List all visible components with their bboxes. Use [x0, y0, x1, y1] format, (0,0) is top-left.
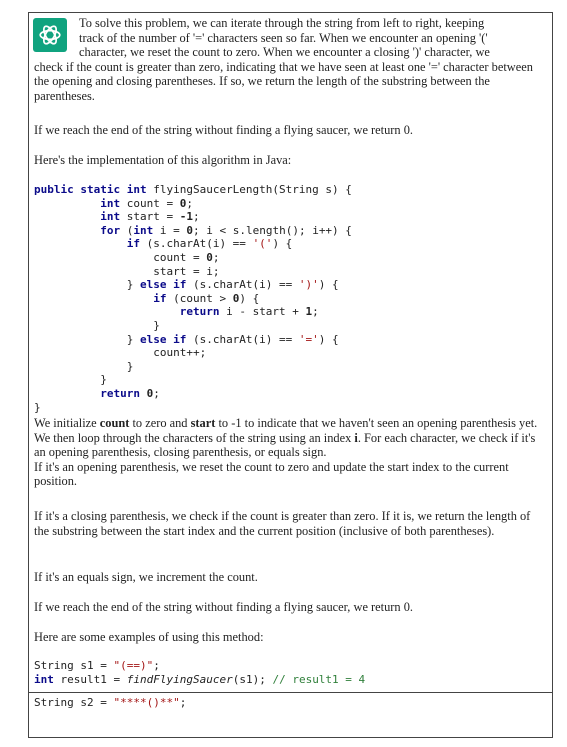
- code-token: if: [126, 237, 140, 251]
- code-token: 1: [305, 305, 313, 319]
- code-token: start =: [120, 210, 180, 224]
- code-token: 0: [186, 223, 193, 237]
- code-token: ) {: [318, 332, 339, 346]
- code-token: (count >: [166, 291, 233, 305]
- code-token: ) {: [318, 278, 339, 292]
- code-token: ;: [312, 305, 319, 319]
- response-panel: [28, 12, 553, 738]
- code-token: i - start +: [219, 305, 306, 319]
- code-token: }: [34, 400, 41, 414]
- explain-bold-start: start: [190, 416, 216, 430]
- code-token: ;: [153, 386, 160, 400]
- code-token: 0: [232, 291, 240, 305]
- intro-paragraph: [34, 16, 544, 104]
- code-token: (s.charAt(i) ==: [186, 278, 299, 292]
- code-token: result1 =: [53, 672, 127, 686]
- code-token: ) {: [239, 291, 260, 305]
- code-token: int: [100, 196, 121, 210]
- code-token: // result1 = 4: [272, 672, 366, 686]
- code-token: (s.charAt(i) ==: [139, 237, 253, 251]
- code-token: String s2 =: [34, 696, 114, 709]
- code-token: return: [100, 386, 140, 400]
- code-token: count++;: [153, 346, 207, 360]
- explain-text: to zero and: [129, 416, 191, 430]
- code-token: "(==)": [113, 659, 154, 672]
- code-token: 0: [139, 386, 154, 400]
- code-token: count =: [153, 250, 207, 264]
- code-token: else if: [139, 332, 187, 346]
- implementation-paragraph: Here's the implementation of this algorithm in Java:: [34, 153, 292, 167]
- explanation-paragraph: [34, 416, 544, 489]
- explain-opening-paren: If it's an opening parenthesis, we reset the count to zero and update the start index to the current position.: [34, 459, 509, 489]
- intro-rest: check if the count is greater than zero, indicating that we have seen at least one '=' character between the opening and closing parentheses. If so, we return the length of the substring between the parentheses.: [34, 59, 533, 103]
- code-token: }: [126, 332, 140, 346]
- explain-text: to -1 to indicate that we haven't seen an opening parenthesis yet. We then loop through the characters of the string using an index: [34, 416, 538, 445]
- explain-bold-i: i: [354, 430, 358, 445]
- explain-text: We initialize: [34, 416, 100, 430]
- code-token: int: [133, 223, 154, 237]
- code-token: 0: [206, 250, 213, 264]
- code-token: ;: [212, 250, 220, 264]
- equals-paragraph: If it's an equals sign, we increment the count.: [34, 570, 258, 584]
- code-token: '=': [298, 332, 319, 346]
- code-token: (s1);: [232, 672, 273, 686]
- code-token: ;: [153, 659, 160, 672]
- code-token: String s1 =: [34, 659, 114, 672]
- code-token: ;: [179, 696, 187, 709]
- examples-code-block: [34, 659, 544, 686]
- code-token: ')': [298, 278, 319, 292]
- examples-paragraph: Here are some examples of using this method:: [34, 630, 264, 644]
- examples-code-block-2: [34, 696, 544, 710]
- code-token: if: [153, 291, 167, 305]
- divider: [29, 692, 552, 693]
- code-token: else if: [139, 278, 187, 292]
- end-paragraph-2: If we reach the end of the string without finding a flying saucer, we return 0.: [34, 600, 414, 614]
- intro-line-2: track of the number of '=' characters seen so far. When we encounter an opening '(': [79, 30, 488, 45]
- end-paragraph: If we reach the end of the string without finding a flying saucer, we return 0.: [34, 123, 414, 137]
- code-token: ;: [186, 196, 193, 210]
- explain-text: . For each character, we check if it's an opening parenthesis, closing parenthesis, or equals sign.: [34, 430, 536, 460]
- code-token: 0: [179, 196, 187, 210]
- code-token: int: [34, 672, 54, 686]
- code-token: for: [100, 223, 121, 237]
- code-token: start = i;: [153, 264, 220, 278]
- code-token: ; i < s.length(); i++) {: [192, 223, 352, 237]
- code-token: }: [126, 359, 134, 373]
- code-token: -1: [179, 210, 193, 224]
- code-token: '(': [252, 237, 273, 251]
- closing-paren-paragraph: If it's a closing parenthesis, we check if the count is greater than zero. If it is, we return the length of the substring between the start index and the current position (inclusive of both parentheses).: [34, 509, 531, 538]
- code-token: }: [100, 373, 107, 387]
- code-token: (: [120, 223, 134, 237]
- explain-bold-count: count: [99, 416, 130, 430]
- code-token: count =: [120, 196, 180, 210]
- code-token: ;: [192, 210, 200, 224]
- code-token: public static int: [34, 183, 147, 196]
- code-block: [34, 183, 544, 414]
- code-token: (s.charAt(i) ==: [186, 332, 299, 346]
- code-token: flyingSaucerLength(String s) {: [146, 183, 352, 196]
- code-token: int: [100, 210, 121, 224]
- code-token: }: [126, 278, 140, 292]
- intro-line-1: To solve this problem, we can iterate through the string from left to right, keeping: [79, 16, 485, 30]
- code-token: return: [179, 305, 220, 319]
- code-token: findFlyingSaucer: [126, 672, 233, 686]
- intro-line-3: character, we reset the count to zero. When we encounter a closing ')' character, we: [79, 45, 490, 60]
- code-token: "****()**": [113, 696, 180, 709]
- code-token: i =: [153, 223, 187, 237]
- code-token: ) {: [272, 237, 293, 251]
- code-token: }: [153, 318, 160, 332]
